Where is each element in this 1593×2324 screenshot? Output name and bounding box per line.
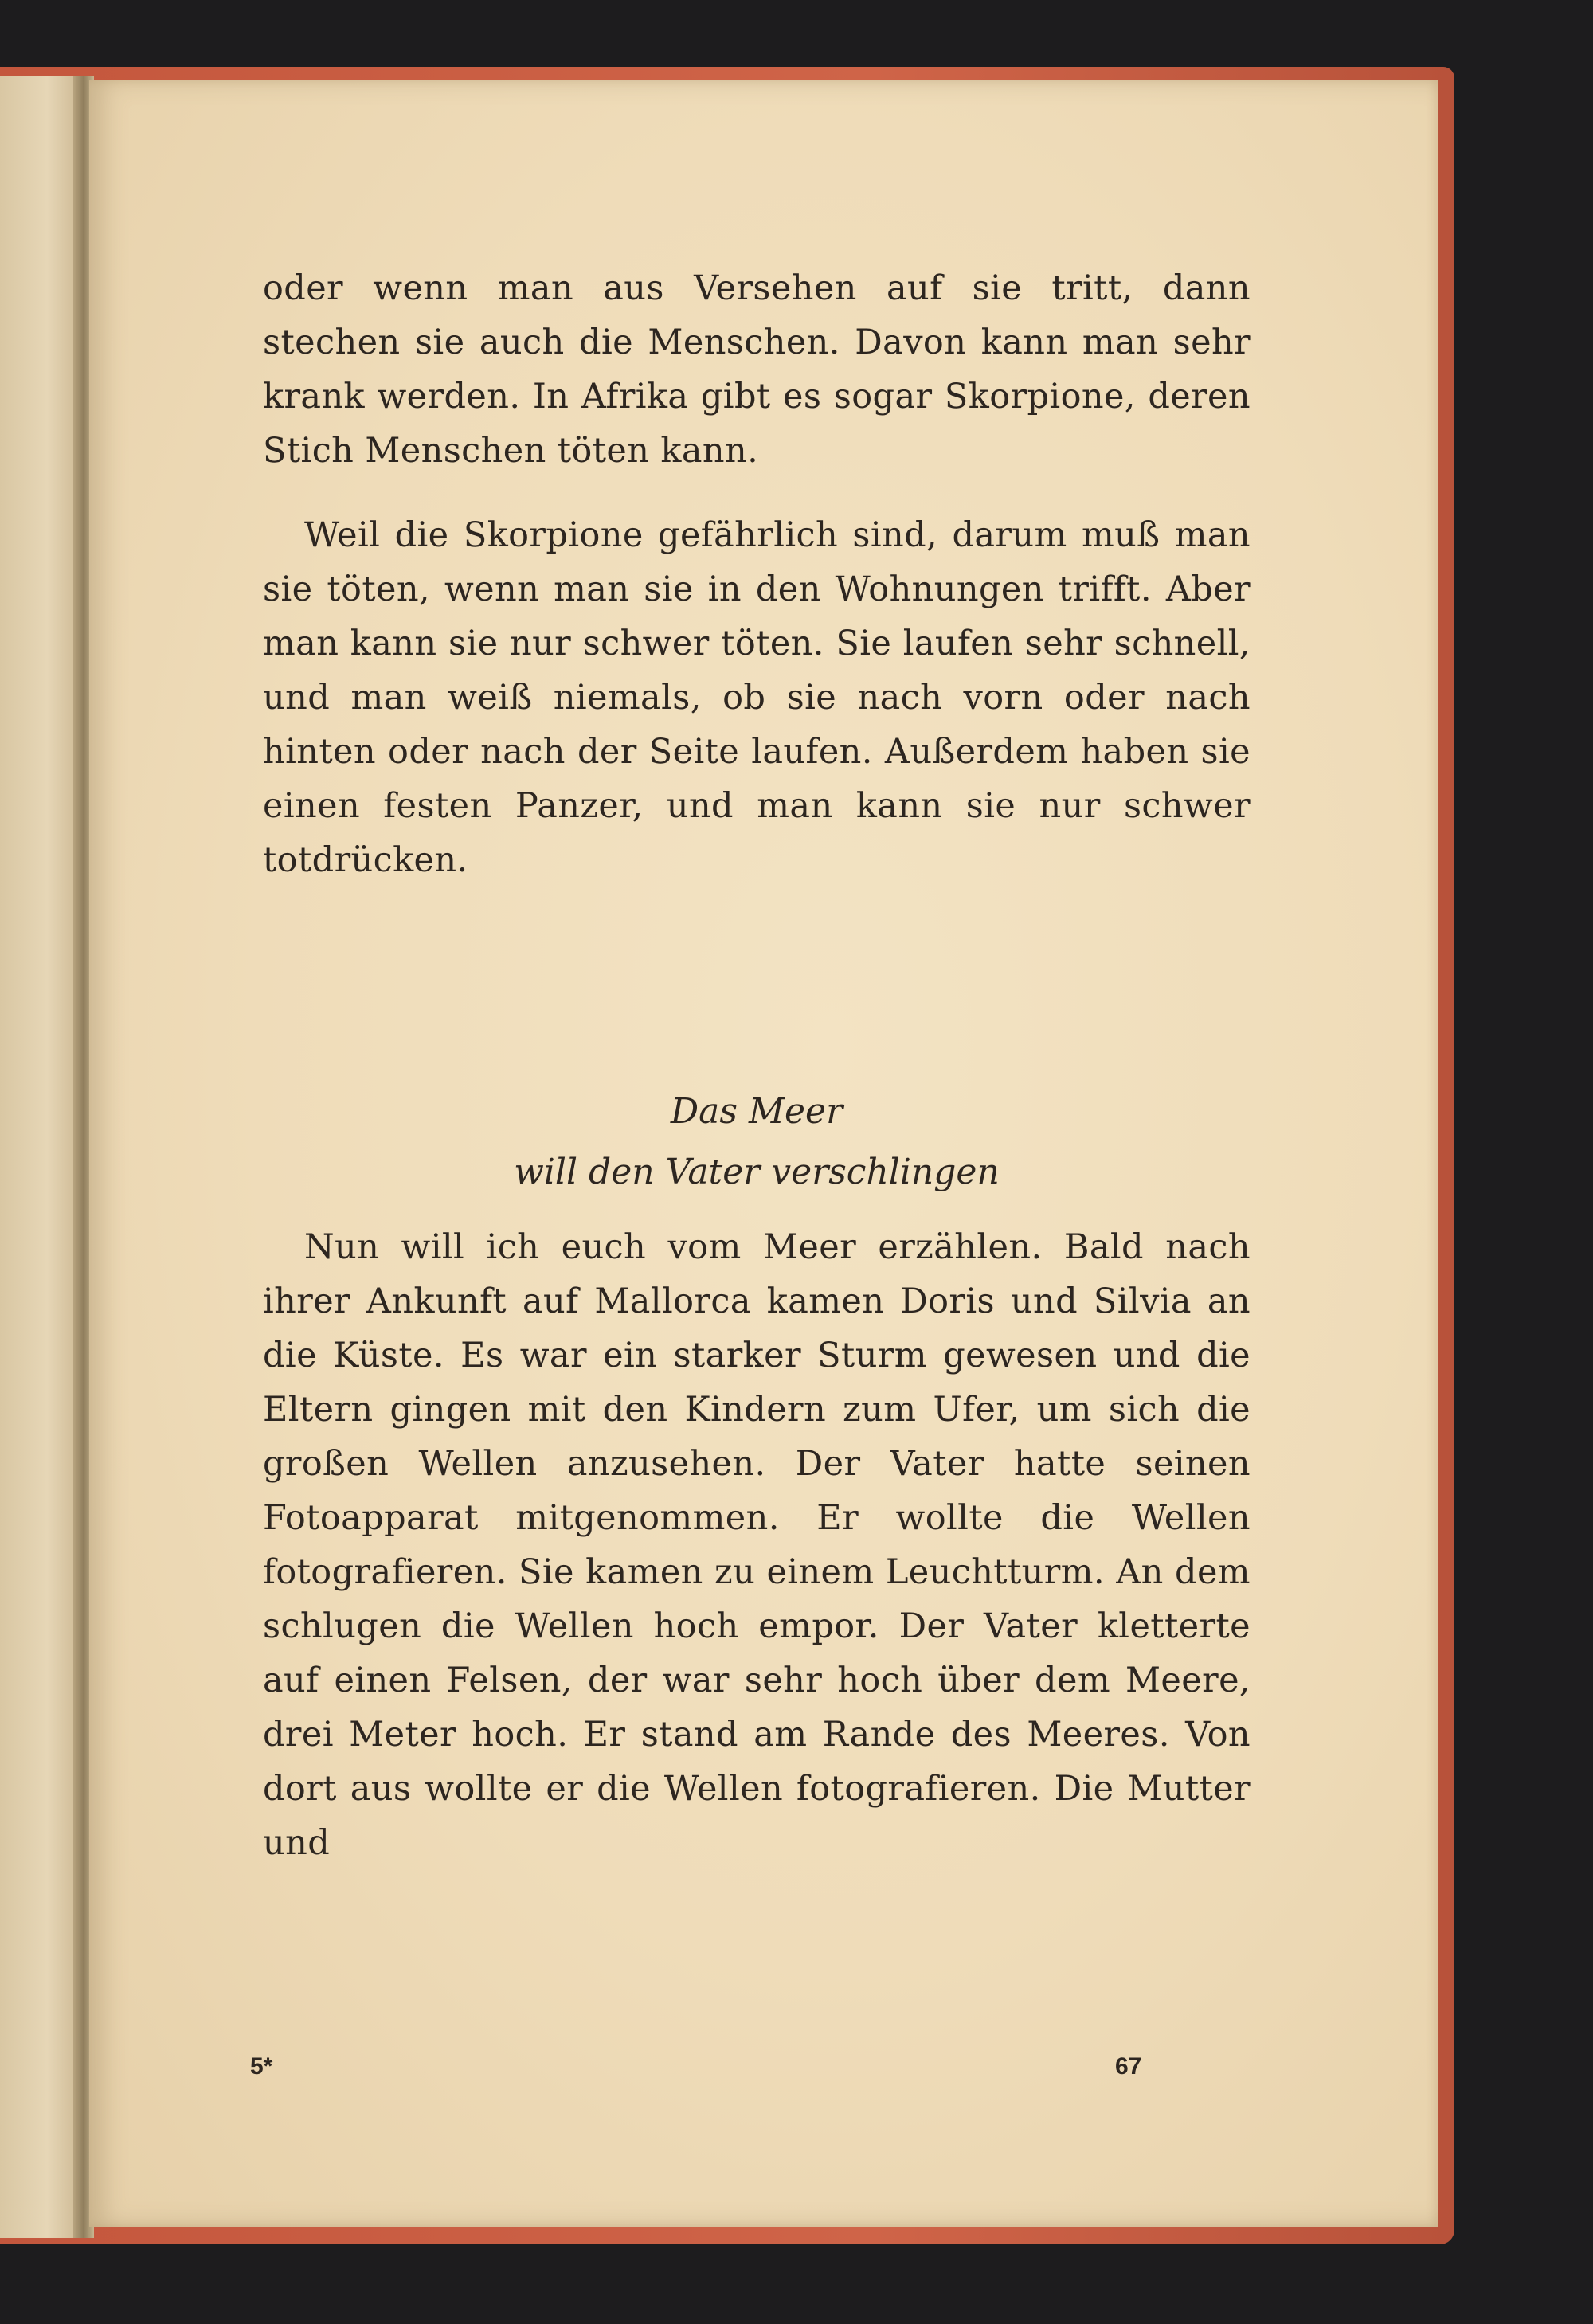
chapter-heading-line-2: will den Vater verschlingen bbox=[514, 1152, 1000, 1192]
paragraph-sea-story: Nun will ich euch vom Meer erzählen. Bald nach ihrer Ankunft auf Mallorca kamen Doris und Silvia an die Küste. Es war ein starker Sturm gewesen und die Eltern gingen mit den Kindern zum Ufer, um sich die großen Wellen anzusehen. Der Vater hatte seinen Fotoapparat mitgenommen. Er wollte die Wellen fotografieren. Sie kamen zu einem Leuchtturm. An dem schlugen die Wellen hoch empor. Der Vater kletterte auf einen Felsen, der war sehr hoch über dem Meere, drei Meter hoch. Er stand am Rande des Meeres. Von dort aus wollte er die Wellen fotografieren. Die Mutter und bbox=[263, 1227, 1251, 1863]
paragraph-killing-scorpions: Weil die Skorpione gefährlich sind, darum muß man sie töten, wenn man sie in den Wohnungen trifft. Aber man kann sie nur schwer töten. Sie laufen sehr schnell, und man weiß niemals, ob sie nach vorn oder nach hinten oder nach der Seite laufen. Außerdem haben sie einen festen Panzer, und man kann sie nur schwer totdrücken. bbox=[263, 515, 1251, 880]
page-number: 67 bbox=[1115, 2053, 1142, 2079]
signature-mark: 5* bbox=[250, 2053, 273, 2079]
paragraph-scorpion-sting: oder wenn man aus Versehen auf sie tritt, dann stechen sie auch die Menschen. Davon kann man sehr krank werden. In Afrika gibt es sogar Skorpione, deren Stich Menschen töten kann. bbox=[263, 268, 1251, 471]
chapter-heading-line-1: Das Meer bbox=[670, 1091, 843, 1132]
book-page bbox=[89, 80, 1438, 2227]
